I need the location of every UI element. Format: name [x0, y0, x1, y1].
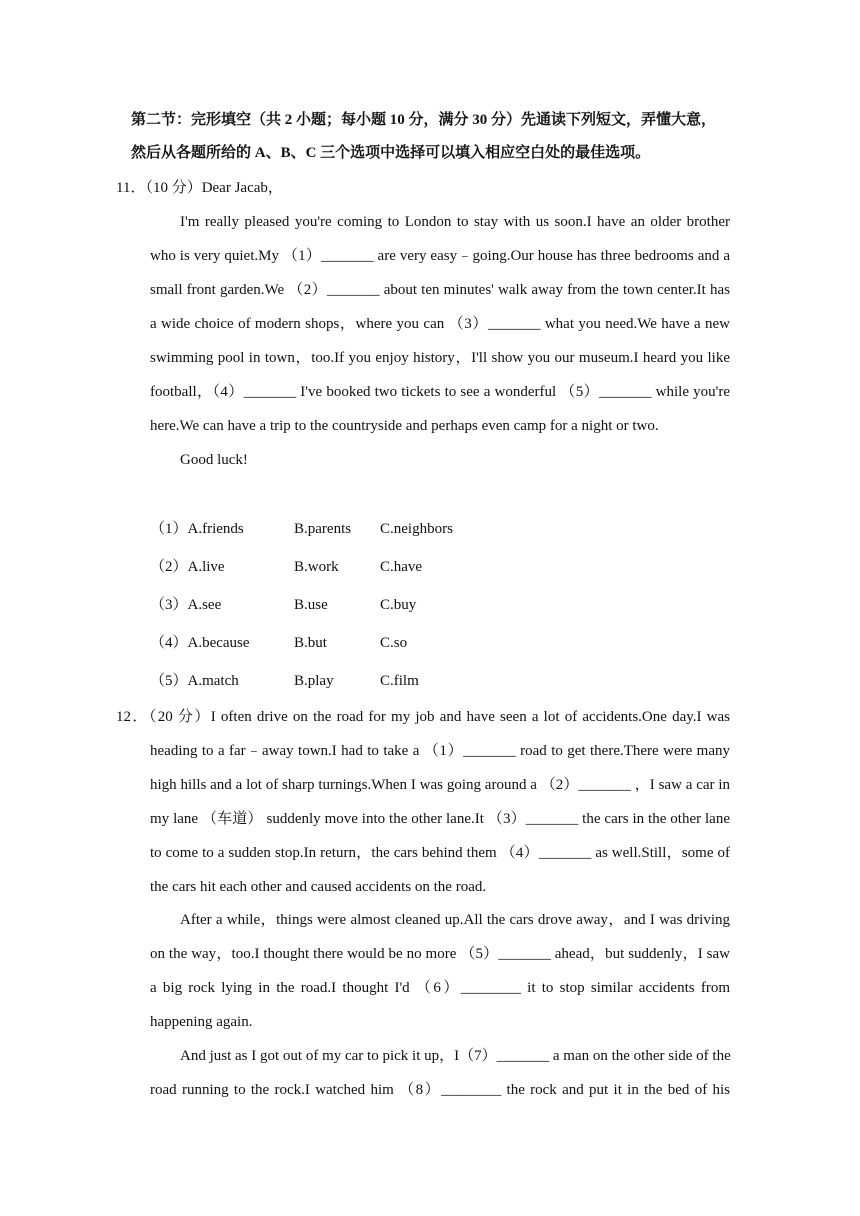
- question-11-title: 11．（10 分）Dear Jacab，: [116, 180, 283, 196]
- option-c[interactable]: C.neighbors: [380, 521, 453, 537]
- option-a[interactable]: （3）A.see: [150, 597, 222, 613]
- q12-line-11: And just as I got out of my car to pick it up，I（7）_______ a man on the other side of the: [180, 1048, 731, 1064]
- q11-line-7: here.We can have a trip to the countryside and perhaps even camp for a night or two.: [150, 418, 659, 434]
- q12-line-9: a big rock lying in the road.I thought I'd （6）________ it to stop similar accidents from: [150, 980, 730, 996]
- option-c[interactable]: C.so: [380, 635, 408, 651]
- option-c[interactable]: C.have: [380, 559, 423, 575]
- section-heading-line-1: 第二节：完形填空（共 2 小题；每小题 10 分，满分 30 分）先通读下列短文，弄懂大意，: [131, 112, 717, 128]
- q12-line-12: road running to the rock.I watched him （8）________ the rock and put it in the bed of his: [150, 1082, 730, 1098]
- q12-line-5: to come to a sudden stop.In return，the cars behind them （4）_______ as well.Still，some of: [150, 845, 730, 861]
- q12-line-6: the cars hit each other and caused accidents on the road.: [150, 879, 487, 895]
- option-b[interactable]: B.parents: [294, 521, 352, 537]
- q11-line-3: small front garden.We （2）_______ about ten minutes' walk away from the town center.It has: [150, 282, 730, 298]
- q12-line-8: on the way，too.I thought there would be no more （5）_______ ahead，but suddenly，I saw: [150, 946, 730, 962]
- option-c[interactable]: C.buy: [380, 597, 417, 613]
- q12-line-7: After a while，things were almost cleaned up.All the cars drove away，and I was driving: [180, 912, 730, 928]
- q11-line-4: a wide choice of modern shops，where you can （3）_______ what you need.We have a new: [150, 316, 730, 332]
- q12-line-10: happening again.: [150, 1014, 253, 1030]
- option-a[interactable]: （1）A.friends: [150, 521, 244, 537]
- option-a[interactable]: （4）A.because: [150, 635, 250, 651]
- q11-line-2: who is very quiet.My （1）_______ are very easy﹣going.Our house has three bedrooms and a: [150, 248, 730, 264]
- q11-line-6: football，（4）_______ I've booked two tickets to see a wonderful （5）_______ while you're: [150, 384, 730, 400]
- option-a[interactable]: （2）A.live: [150, 559, 225, 575]
- option-b[interactable]: B.but: [294, 635, 327, 651]
- q12-line-2: heading to a far﹣away town.I had to take a （1）_______ road to get there.There were many: [150, 743, 730, 759]
- section-heading-line-2: 然后从各题所给的 A、B、C 三个选项中选择可以填入相应空白处的最佳选项。: [131, 145, 651, 161]
- option-a[interactable]: （5）A.match: [150, 673, 239, 689]
- q12-line-4: my lane （车道） suddenly move into the other lane.It （3）_______ the cars in the other lane: [150, 811, 730, 827]
- option-c[interactable]: C.film: [380, 673, 419, 689]
- option-b[interactable]: B.play: [294, 673, 334, 689]
- q11-line-5: swimming pool in town，too.If you enjoy history，I'll show you our museum.I heard you like: [150, 350, 730, 366]
- q11-line-1: I'm really pleased you're coming to London to stay with us soon.I have an older brother: [180, 214, 730, 230]
- q12-line-3: high hills and a lot of sharp turnings.When I was going around a （2）_______ ，I saw a car in: [150, 777, 730, 793]
- question-12-line-1: 12．（20 分）I often drive on the road for my job and have seen a lot of accidents.One day.I was: [116, 709, 730, 725]
- option-b[interactable]: B.work: [294, 559, 339, 575]
- option-b[interactable]: B.use: [294, 597, 328, 613]
- q11-closing: Good luck!: [180, 452, 248, 468]
